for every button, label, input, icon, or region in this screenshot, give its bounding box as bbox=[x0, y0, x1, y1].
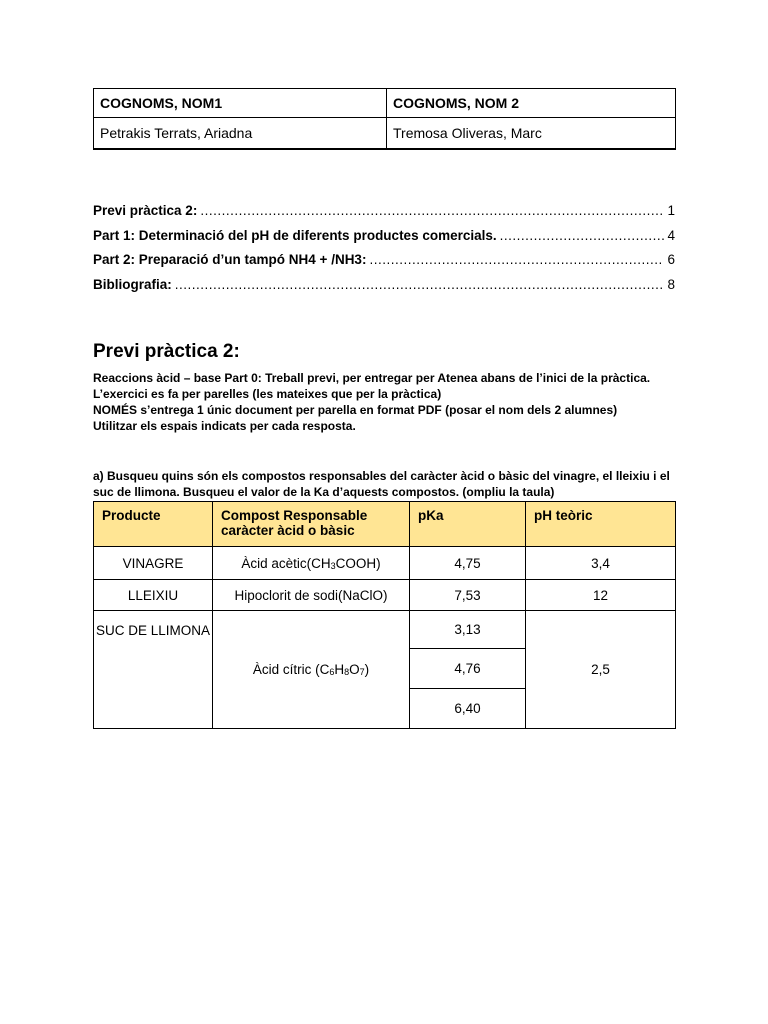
pka-cell: 4,76 bbox=[410, 649, 526, 689]
toc-entry-page: 8 bbox=[667, 276, 675, 292]
header-compost: Compost Responsable caràcter àcid o bàsic bbox=[213, 502, 410, 547]
ph-cell: 2,5 bbox=[526, 611, 676, 729]
toc-leader-dots bbox=[500, 228, 665, 243]
section-title: Previ pràctica 2: bbox=[93, 341, 240, 362]
pka-cell: 4,75 bbox=[410, 547, 526, 580]
toc-entry-title: Part 1: Determinació del pH de diferents productes comercials. bbox=[93, 227, 497, 243]
header-pka: pKa bbox=[410, 502, 526, 547]
toc-entry[interactable] bbox=[93, 252, 675, 277]
table-row bbox=[94, 580, 676, 611]
subscript: 8 bbox=[344, 667, 350, 677]
instruction-line: Reaccions àcid – base Part 0: Treball previ, per entregar per Atenea abans de l’inici de la pràctica. bbox=[93, 371, 651, 385]
compound-text: Àcid acètic(CH bbox=[241, 555, 331, 571]
compound-text: COOH) bbox=[335, 555, 381, 571]
compound-cell: Hipoclorit de sodi(NaClO) bbox=[213, 580, 410, 611]
toc-entry[interactable] bbox=[93, 228, 675, 253]
subscript: 7 bbox=[359, 667, 365, 677]
student-name-2: Tremosa Oliveras, Marc bbox=[387, 118, 676, 150]
pka-cell: 7,53 bbox=[410, 580, 526, 611]
toc-entry-title: Bibliografia: bbox=[93, 276, 172, 292]
toc-leader-dots bbox=[200, 203, 664, 218]
toc-entry-page: 1 bbox=[667, 203, 675, 218]
toc-leader-dots bbox=[175, 277, 665, 292]
instruction-line: Utilitzar els espais indicats per cada resposta. bbox=[93, 419, 356, 433]
question-a: a) Busqueu quins són els compostos responsables del caràcter àcid o bàsic del vinagre, el lleixiu i el suc de llimona. Busqueu el valor de la Ka d’aquests compostos. (ompliu la taula) bbox=[93, 469, 670, 499]
table-of-contents bbox=[93, 203, 675, 301]
table-row bbox=[94, 547, 676, 580]
compound-text: ) bbox=[364, 662, 370, 677]
ph-cell: 12 bbox=[526, 580, 676, 611]
product-cell: VINAGRE bbox=[94, 547, 213, 580]
pka-cell: 3,13 bbox=[410, 611, 526, 649]
toc-entry-title: Part 2: Preparació d’un tampó NH4 + /NH3: bbox=[93, 252, 367, 267]
instructions bbox=[93, 370, 683, 434]
toc-entry-page: 6 bbox=[667, 252, 675, 267]
table-row bbox=[94, 611, 676, 649]
toc-entry[interactable] bbox=[93, 203, 675, 228]
toc-entry-page: 4 bbox=[667, 227, 675, 243]
ph-cell: 3,4 bbox=[526, 547, 676, 580]
toc-entry-title: Previ pràctica 2: bbox=[93, 203, 198, 218]
product-cell: LLEIXIU bbox=[94, 580, 213, 611]
student-name-1: Petrakis Terrats, Ariadna bbox=[94, 118, 387, 150]
instruction-line: L’exercici es fa per parelles (les mateixes que per la pràctica) bbox=[93, 387, 442, 401]
header-producte: Producte bbox=[94, 502, 213, 547]
compound-cell bbox=[213, 547, 410, 580]
pka-cell: 6,40 bbox=[410, 689, 526, 729]
toc-leader-dots bbox=[369, 252, 664, 267]
subscript: 6 bbox=[329, 667, 335, 677]
instruction-line: NOMÉS s’entrega 1 únic document per parella en format PDF (posar el nom dels 2 alumnes) bbox=[93, 403, 618, 417]
product-cell: SUC DE LLIMONA bbox=[94, 611, 213, 729]
student-names-table bbox=[93, 88, 676, 150]
compound-text: H bbox=[334, 662, 345, 677]
compound-text: O bbox=[349, 662, 360, 677]
ph-table bbox=[93, 501, 676, 729]
compound-text: Àcid cítric (C bbox=[252, 662, 330, 677]
compound-cell bbox=[213, 611, 410, 729]
name-header-1: COGNOMS, NOM1 bbox=[94, 89, 387, 118]
subscript: 3 bbox=[330, 560, 336, 571]
toc-entry[interactable] bbox=[93, 277, 675, 302]
name-header-2: COGNOMS, NOM 2 bbox=[387, 89, 676, 118]
header-ph: pH teòric bbox=[526, 502, 676, 547]
